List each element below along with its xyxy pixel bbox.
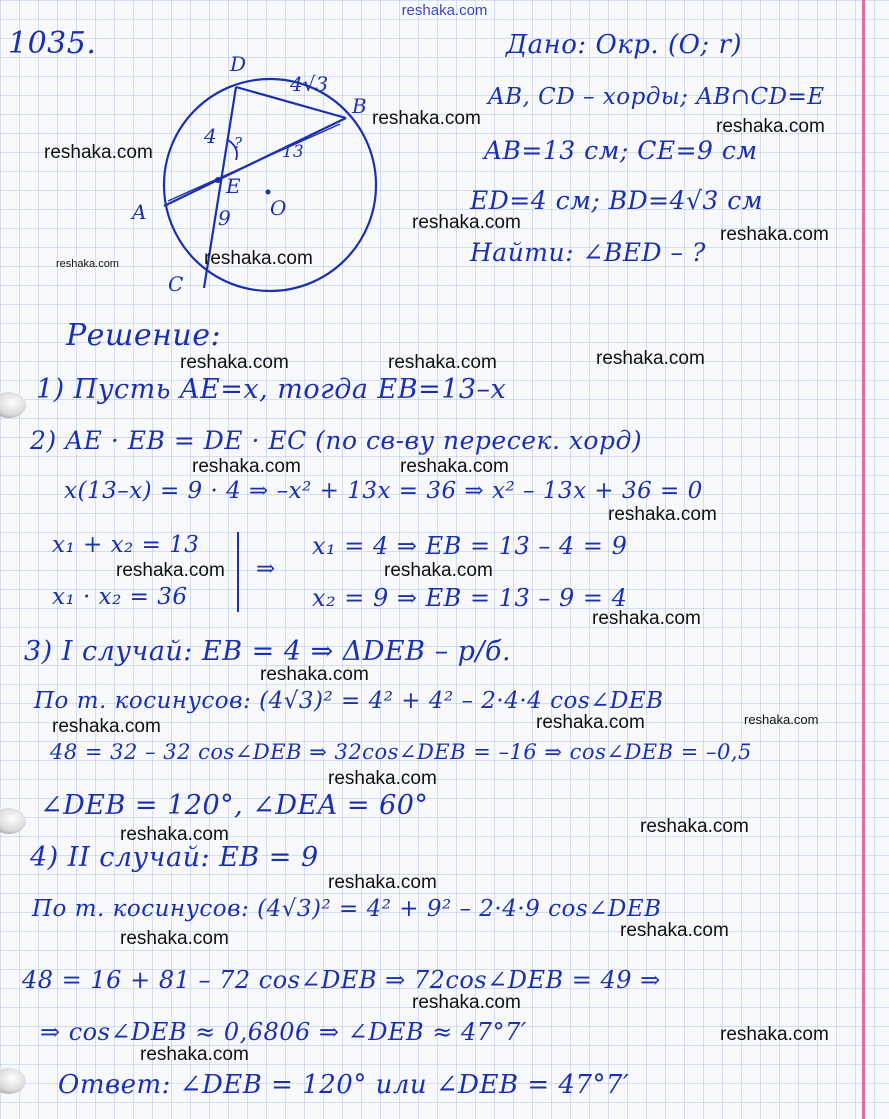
label-e: E [226,174,241,198]
case-1-cosine-law: По т. косинусов: (4√3)² = 4² + 4² – 2·4·4 cos∠DEB [34,688,664,714]
label-o: O [270,196,287,220]
watermark: reshaka.com [204,248,313,269]
watermark: reshaka.com [192,456,301,477]
site-header-link[interactable]: reshaka.com [401,2,488,19]
watermark: reshaka.com [328,768,437,789]
solution-heading: Решение: [66,318,222,353]
answer-line: Ответ: ∠DEB = 120° или ∠DEB = 47°7′ [58,1070,630,1100]
given-line-5: Найти: ∠BED – ? [470,238,706,267]
case-1-equation: 48 = 32 – 32 cos∠DEB ⇒ 32cos∠DEB = –16 ⇒ cos∠DEB = –0,5 [50,740,752,764]
given-line-3: AB=13 см; CE=9 см [484,136,758,165]
vieta-sum: x₁ + x₂ = 13 [52,532,200,558]
watermark: reshaka.com [412,212,521,233]
watermark: reshaka.com [328,872,437,893]
case-2-equation: 48 = 16 + 81 – 72 cos∠DEB ⇒ 72cos∠DEB = 49 ⇒ [22,966,661,994]
label-d: D [230,52,247,76]
watermark: reshaka.com [640,816,749,837]
given-line-4: ED=4 см; BD=4√3 см [470,186,763,215]
label-db: 4√3 [290,72,329,96]
case-2-heading: 4) II случай: EB = 9 [30,842,319,873]
case-1-result: ∠DEB = 120°, ∠DEA = 60° [40,790,429,821]
solution-step-2: 2) AE · EB = DE · EC (по св-ву пересек. хорд) [30,426,643,455]
watermark: reshaka.com [720,1024,829,1045]
watermark: reshaka.com [56,258,119,270]
label-eb: 13 [282,142,304,162]
vieta-product: x₁ · x₂ = 36 [52,584,188,610]
watermark: reshaka.com [260,664,369,685]
watermark: reshaka.com [120,928,229,949]
watermark: reshaka.com [384,560,493,581]
label-c: C [168,272,184,296]
watermark: reshaka.com [400,456,509,477]
given-line-1: Дано: Окр. (O; r) [506,30,743,60]
watermark: reshaka.com [536,712,645,733]
label-angle: ? [234,134,243,152]
root-1: x₁ = 4 ⇒ EB = 13 – 4 = 9 [312,532,628,560]
problem-number: 1035. [8,26,97,61]
watermark: reshaka.com [372,108,481,129]
label-a: A [132,200,147,224]
watermark: reshaka.com [608,504,717,525]
label-b: B [352,94,367,118]
watermark: reshaka.com [180,352,289,373]
watermark: reshaka.com [744,712,819,727]
case-2-cosine-law: По т. косинусов: (4√3)² = 4² + 9² – 2·4·9 cos∠DEB [32,896,662,922]
watermark: reshaka.com [716,116,825,137]
watermark: reshaka.com [720,224,829,245]
label-ce: 9 [218,206,231,230]
watermark: reshaka.com [44,142,153,163]
watermark: reshaka.com [412,992,521,1013]
watermark: reshaka.com [140,1044,249,1065]
watermark: reshaka.com [592,608,701,629]
solution-equation-1: x(13–x) = 9 · 4 ⇒ –x² + 13x = 36 ⇒ x² – 13x + 36 = 0 [64,478,703,504]
vieta-arrow: ⇒ [256,556,276,582]
watermark: reshaka.com [120,824,229,845]
watermark: reshaka.com [388,352,497,373]
watermark: reshaka.com [620,920,729,941]
case-2-result: ⇒ cos∠DEB ≈ 0,6806 ⇒ ∠DEB ≈ 47°7′ [40,1018,527,1046]
root-2: x₂ = 9 ⇒ EB = 13 – 9 = 4 [312,584,628,612]
solution-step-1: 1) Пусть AE=x, тогда EB=13–x [36,374,507,405]
case-1-heading: 3) I случай: EB = 4 ⇒ ΔDEB – р/б. [24,636,512,667]
watermark: reshaka.com [52,716,161,737]
watermark: reshaka.com [116,560,225,581]
watermark: reshaka.com [596,348,705,369]
given-line-2: AB, CD – хорды; AB∩CD=E [488,84,825,110]
label-de: 4 [204,124,217,148]
